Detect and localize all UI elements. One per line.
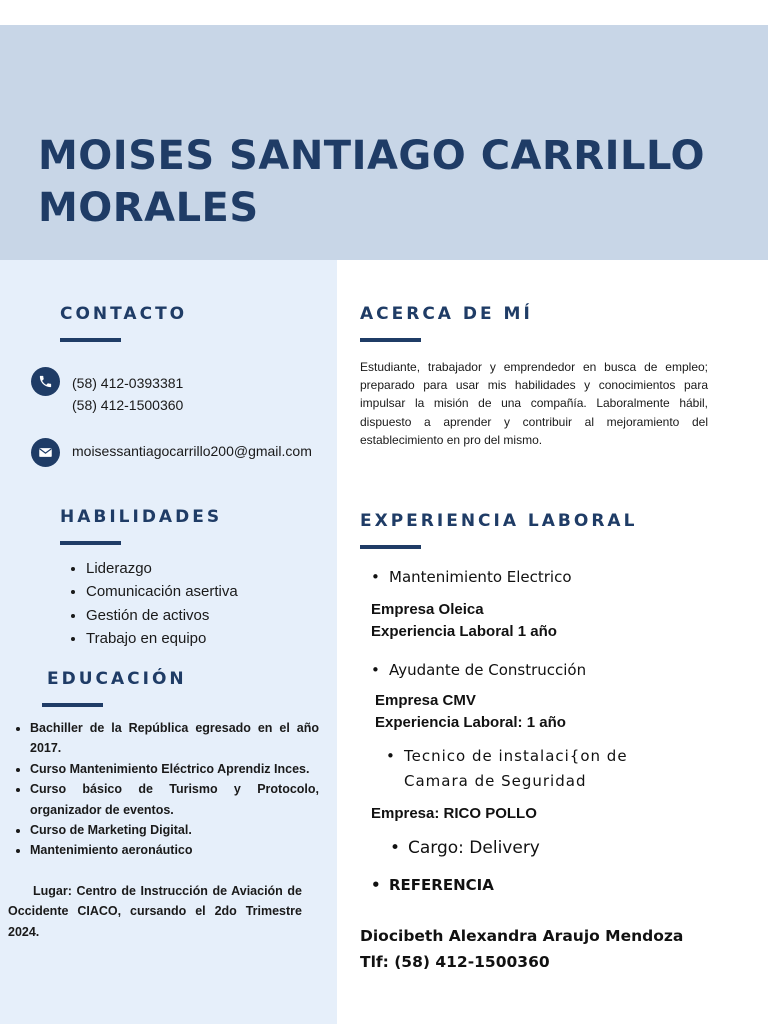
job-title-text: Ayudante de Construcción <box>389 661 587 679</box>
reference-heading-text: REFERENCIA <box>389 876 494 894</box>
name-line-2: MORALES <box>38 185 259 231</box>
education-item: • Curso de Marketing Digital. <box>30 820 319 840</box>
about-heading-rule <box>360 338 421 342</box>
job-title-3-continued: Camara de Seguridad <box>404 772 587 790</box>
contact-email: moisessantiagocarrillo200@gmail.com <box>72 443 312 459</box>
mail-icon <box>31 438 60 467</box>
job-title-text: Mantenimiento Electrico <box>389 568 572 586</box>
experience-heading: EXPERIENCIA LABORAL <box>360 511 638 531</box>
education-place: Lugar: Centro de Instrucción de Aviación de Occidente CIACO, cursando el 2do Trimestre 2024. <box>8 884 302 939</box>
job-title-1: • Mantenimiento Electrico <box>371 568 572 586</box>
reference-heading: • REFERENCIA <box>371 876 494 894</box>
education-item: • Mantenimiento aeronáutico <box>30 840 319 860</box>
experience-heading-rule <box>360 545 421 549</box>
skills-list <box>68 557 238 650</box>
about-heading: ACERCA DE MÍ <box>360 304 533 324</box>
reference-phone: Tlf: (58) 412-1500360 <box>360 953 550 971</box>
contact-heading: CONTACTO <box>60 304 188 324</box>
education-heading: EDUCACIÓN <box>47 669 187 689</box>
job-company-3: Empresa: RICO POLLO <box>371 805 537 822</box>
skills-heading: HABILIDADES <box>60 507 223 527</box>
education-item: • Bachiller de la República egresado en el año 2017. <box>30 718 319 759</box>
education-heading-rule <box>42 703 103 707</box>
reference-name: Diocibeth Alexandra Araujo Mendoza <box>360 927 684 945</box>
job-detail-1: Experiencia Laboral 1 año <box>371 623 557 640</box>
contact-heading-rule <box>60 338 121 342</box>
skill-item: • Trabajo en equipo <box>86 627 238 650</box>
job-detail-text: Cargo: Delivery <box>408 838 540 858</box>
skill-item: • Gestión de activos <box>86 604 238 627</box>
about-text: Estudiante, trabajador y emprendedor en busca de empleo; preparado para usar mis habilidades y conocimientos para impulsar la misión de una compañía. Laboralmente hábil, dispuesto a aprender y contribuir al mejoramiento del establecimiento en pro del mismo. <box>360 360 708 447</box>
contact-phone-2: (58) 412-1500360 <box>72 397 184 413</box>
education-item: • Curso Mantenimiento Eléctrico Aprendiz Inces. <box>30 759 319 779</box>
resume-name <box>38 130 705 234</box>
job-detail-3: • Cargo: Delivery <box>390 838 540 858</box>
phone-icon <box>31 367 60 396</box>
job-detail-2: Experiencia Laboral: 1 año <box>375 714 566 731</box>
education-list <box>13 718 319 861</box>
skill-item: • Liderazgo <box>86 557 238 580</box>
job-company-1: Empresa Oleica <box>371 601 484 618</box>
skill-item: • Comunicación asertiva <box>86 580 238 603</box>
skills-heading-rule <box>60 541 121 545</box>
job-company-2: Empresa CMV <box>375 692 476 709</box>
education-item: • Curso básico de Turismo y Protocolo, organizador de eventos. <box>30 779 319 820</box>
job-title-3: • Tecnico de instalaci{on de <box>386 747 628 765</box>
job-title-2: • Ayudante de Construcción <box>371 661 587 679</box>
job-title-text: Tecnico de instalaci{on de <box>404 747 628 765</box>
name-line-1: MOISES SANTIAGO CARRILLO <box>38 133 706 179</box>
contact-phone-1: (58) 412-0393381 <box>72 375 184 391</box>
